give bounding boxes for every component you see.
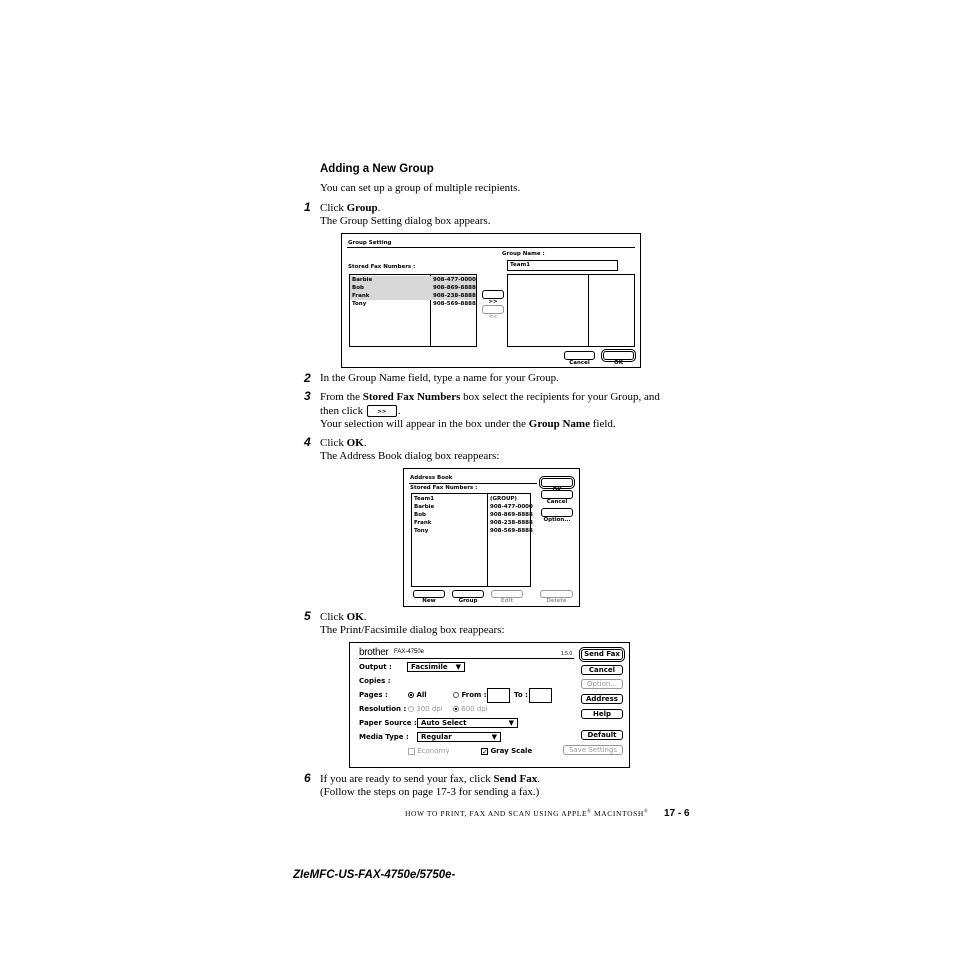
copies-label: Copies : bbox=[359, 677, 391, 685]
economy-checkbox[interactable]: Economy bbox=[408, 747, 449, 755]
edit-button[interactable]: Edit bbox=[491, 590, 523, 598]
resolution-label: Resolution : bbox=[359, 705, 407, 713]
media-type-label: Media Type : bbox=[359, 733, 409, 741]
group-name-input[interactable]: Team1 bbox=[507, 260, 618, 271]
pages-all-option[interactable]: All bbox=[408, 691, 427, 699]
step-4-text: Click OK. bbox=[320, 437, 367, 449]
running-footer: HOW TO PRINT, FAX AND SCAN USING APPLE® MACINTOSH® bbox=[405, 809, 649, 818]
paper-source-dropdown[interactable]: Auto Select ▼ bbox=[417, 718, 518, 728]
delete-button[interactable]: Delete bbox=[540, 590, 573, 598]
paper-source-label: Paper Source : bbox=[359, 719, 417, 727]
section-heading: Adding a New Group bbox=[320, 163, 434, 175]
pages-from-input[interactable] bbox=[487, 688, 510, 703]
step-number: 1 bbox=[304, 200, 311, 214]
send-fax-button[interactable]: Send Fax bbox=[581, 649, 623, 660]
cancel-button[interactable]: Cancel bbox=[564, 351, 595, 360]
dialog-title: Address Book bbox=[410, 475, 453, 481]
step-1-text: Click Group. bbox=[320, 202, 381, 214]
list-item[interactable]: Bob 908-869-8888 bbox=[352, 285, 476, 291]
column-divider bbox=[588, 275, 589, 346]
stored-fax-label: Stored Fax Numbers : bbox=[410, 485, 478, 491]
list-item[interactable]: Bob 908-869-8888 bbox=[414, 512, 533, 518]
media-type-dropdown[interactable]: Regular ▼ bbox=[417, 732, 501, 742]
list-item[interactable]: Barbie 908-477-0000 bbox=[414, 504, 533, 510]
new-button[interactable]: New bbox=[413, 590, 445, 598]
step-number: 4 bbox=[304, 435, 311, 449]
step-number: 6 bbox=[304, 771, 311, 785]
address-button[interactable]: Address bbox=[581, 694, 623, 704]
radio-icon bbox=[453, 692, 459, 698]
print-facsimile-dialog bbox=[349, 642, 630, 768]
option-button[interactable]: Option... bbox=[581, 679, 623, 689]
add-to-group-button[interactable]: >> bbox=[482, 290, 504, 299]
header-rule bbox=[359, 658, 574, 659]
cancel-button[interactable]: Cancel bbox=[541, 490, 573, 499]
list-item[interactable]: Team1 (GROUP) bbox=[414, 496, 517, 502]
checkbox-icon bbox=[408, 748, 415, 755]
dropdown-arrow-icon: ▼ bbox=[508, 719, 514, 727]
pages-to-label: To : bbox=[514, 691, 528, 699]
help-button[interactable]: Help bbox=[581, 709, 623, 719]
inline-add-button: >> bbox=[367, 405, 397, 417]
list-item[interactable]: Tony 908-569-8888 bbox=[352, 301, 476, 307]
default-button[interactable]: Default bbox=[581, 730, 623, 740]
radio-icon bbox=[408, 706, 414, 712]
group-members-list[interactable] bbox=[507, 274, 635, 347]
address-book-dialog bbox=[403, 468, 580, 607]
cancel-button[interactable]: Cancel bbox=[581, 665, 623, 675]
ok-button[interactable] bbox=[541, 478, 573, 487]
pages-from-option[interactable]: From : bbox=[453, 691, 487, 699]
intro-text: You can set up a group of multiple recipients. bbox=[320, 182, 521, 194]
version-number: 1.5.0 bbox=[561, 651, 573, 657]
title-rule bbox=[409, 483, 537, 484]
list-item[interactable]: Barbie 908-477-0000 bbox=[352, 277, 476, 283]
step-3-text: From the Stored Fax Numbers box select the recipients for your Group, and bbox=[320, 391, 660, 403]
step-5-line2: The Print/Facsimile dialog box reappears: bbox=[320, 624, 505, 636]
dropdown-arrow-icon: ▼ bbox=[455, 663, 461, 671]
group-button[interactable]: Group bbox=[452, 590, 484, 598]
step-2-text: In the Group Name field, type a name for your Group. bbox=[320, 372, 559, 384]
list-item[interactable]: Tony 908-569-8888 bbox=[414, 528, 533, 534]
dropdown-arrow-icon: ▼ bbox=[491, 733, 497, 741]
model-name: FAX-4750e bbox=[394, 649, 425, 655]
step-3-line2: then click >> . bbox=[320, 405, 401, 417]
output-label: Output : bbox=[359, 663, 392, 671]
step-5-text: Click OK. bbox=[320, 611, 367, 623]
step-number: 5 bbox=[304, 609, 311, 623]
page-number: 17 - 6 bbox=[664, 808, 690, 819]
stored-fax-list[interactable] bbox=[349, 274, 477, 347]
step-number: 3 bbox=[304, 389, 311, 403]
group-setting-dialog bbox=[341, 233, 641, 368]
remove-from-group-button[interactable]: << bbox=[482, 305, 504, 314]
stored-fax-list[interactable] bbox=[411, 493, 531, 587]
brand-logo: brother bbox=[359, 647, 389, 658]
checkbox-checked-icon: ✓ bbox=[482, 747, 488, 756]
pages-to-input[interactable] bbox=[529, 688, 552, 703]
list-item[interactable]: Frank 908-238-8888 bbox=[352, 293, 476, 299]
option-button[interactable]: Option... bbox=[541, 508, 573, 517]
group-name-label: Group Name : bbox=[502, 251, 545, 257]
step-6-line2: (Follow the steps on page 17-3 for sending a fax.) bbox=[320, 786, 540, 798]
radio-selected-icon bbox=[408, 692, 414, 698]
radio-selected-icon bbox=[453, 706, 459, 712]
list-item[interactable]: Frank 908-238-8888 bbox=[414, 520, 533, 526]
title-rule bbox=[347, 247, 635, 248]
ok-button[interactable]: OK bbox=[603, 351, 634, 360]
resolution-300-option[interactable]: 300 dpi bbox=[408, 705, 443, 713]
step-1-line2: The Group Setting dialog box appears. bbox=[320, 215, 491, 227]
stored-fax-label: Stored Fax Numbers : bbox=[348, 264, 416, 270]
resolution-600-option[interactable]: 600 dpi bbox=[453, 705, 488, 713]
step-6-text: If you are ready to send your fax, click Send Fax. bbox=[320, 773, 540, 785]
step-number: 2 bbox=[304, 371, 311, 385]
step-4-line2: The Address Book dialog box reappears: bbox=[320, 450, 500, 462]
save-settings-button[interactable]: Save Settings bbox=[563, 745, 623, 755]
gray-scale-checkbox[interactable]: ✓ Gray Scale bbox=[482, 747, 533, 756]
pages-label: Pages : bbox=[359, 691, 388, 699]
output-dropdown[interactable]: Facsimile ▼ bbox=[407, 662, 465, 672]
step-3-line3: Your selection will appear in the box under the Group Name field. bbox=[320, 418, 616, 430]
dialog-title: Group Setting bbox=[348, 240, 392, 246]
document-id: ZIeMFC-US-FAX-4750e/5750e- bbox=[293, 869, 456, 881]
